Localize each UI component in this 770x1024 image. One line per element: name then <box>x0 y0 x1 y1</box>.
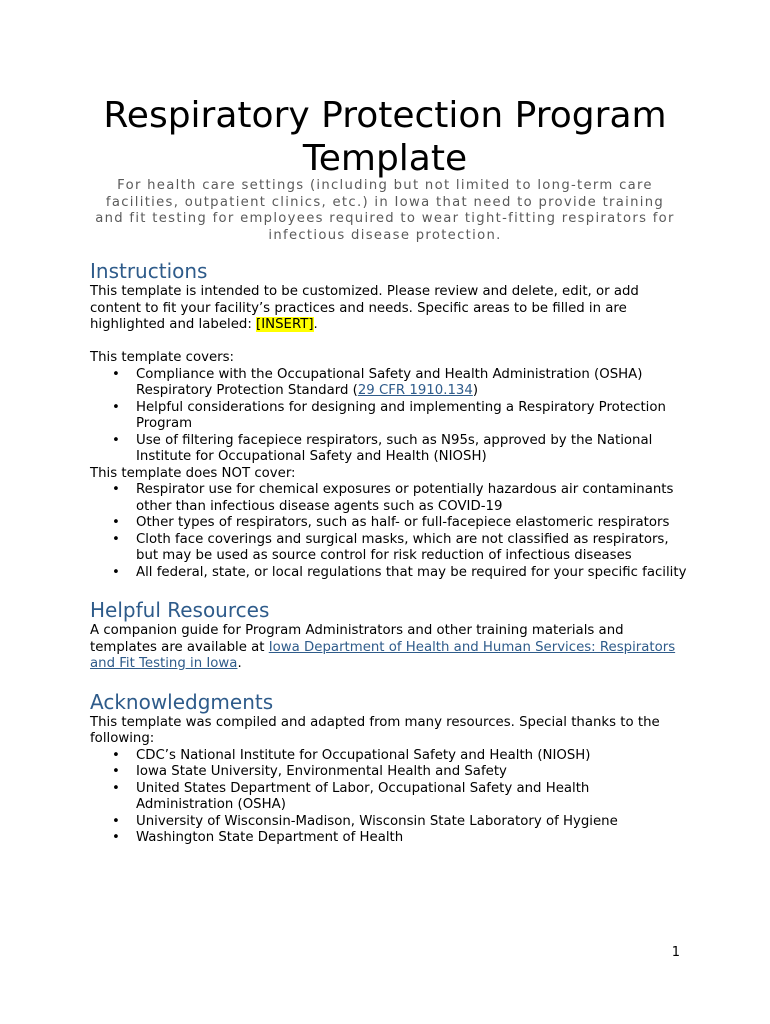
bullet-icon: • <box>112 399 120 415</box>
bullet-icon: • <box>112 747 120 763</box>
list-item <box>112 366 690 400</box>
list-item <box>112 764 690 781</box>
spacer <box>90 673 690 689</box>
acknowledgment-item-text: United States Department of Labor, Occupational Safety and Health Administration (OSHA) <box>136 780 590 812</box>
helpful-resources-text <box>90 623 690 673</box>
cfr-link[interactable]: 29 CFR 1910.134 <box>357 383 473 398</box>
not-cover-item-text: Other types of respirators, such as half- or full-facepiece elastomeric respirators <box>136 515 670 530</box>
instructions-intro <box>90 284 690 334</box>
insert-highlight: [INSERT] <box>256 317 314 332</box>
list-item <box>112 780 690 814</box>
covers-list <box>90 367 690 466</box>
document-body <box>90 258 690 847</box>
acknowledgment-item-text: Iowa State University, Environmental Health and Safety <box>136 764 507 779</box>
acknowledgment-item-text: Washington State Department of Health <box>136 830 404 845</box>
list-item <box>112 432 690 466</box>
resources-text-end: . <box>237 656 242 671</box>
bullet-icon: • <box>112 366 120 382</box>
iowa-hhs-link[interactable]: Iowa Department of Health and Human Services: Respirators and Fit Testing in Iowa <box>90 639 676 671</box>
acknowledgment-item-text: CDC’s National Institute for Occupational Safety and Health (NIOSH) <box>136 747 591 763</box>
list-item <box>112 830 690 847</box>
bullet-icon: • <box>112 531 120 547</box>
helpful-resources-heading: Helpful Resources <box>90 598 270 622</box>
bullet-icon: • <box>112 515 120 530</box>
instructions-heading: Instructions <box>90 259 208 283</box>
not-cover-item-text: All federal, state, or local regulations that may be required for your specific facility <box>136 564 687 580</box>
page-subtitle: For health care settings (including but not limited to long-term care facilities, outpatient clinics, etc.) in Iowa that need to provide training and fit testing for employees required to wear tight-fitting respirators for infectious disease protection. <box>95 178 675 243</box>
covers-item-text: Helpful considerations for designing and implementing a Respiratory Protection Program <box>136 399 666 431</box>
acknowledgment-item-text: University of Wisconsin-Madison, Wisconsin State Laboratory of Hygiene <box>136 813 618 829</box>
not-cover-item-text: Cloth face coverings and surgical masks, which are not classified as respirators, but may be used as source control for risk reduction of infectious diseases <box>136 531 669 563</box>
instructions-intro-text: This template is intended to be customized. Please review and delete, edit, or add content to fit your facility’s practices and needs. Specific areas to be filled in are highlighted and labeled: <box>90 284 639 332</box>
list-item <box>112 399 690 433</box>
bullet-icon: • <box>112 564 120 580</box>
bullet-icon: • <box>112 432 120 448</box>
acknowledgments-text: This template was compiled and adapted from many resources. Special thanks to the following: <box>90 714 660 746</box>
acknowledgments-heading: Acknowledgments <box>90 689 274 714</box>
instructions-intro-end: . <box>313 317 318 332</box>
spacer <box>90 334 690 351</box>
covers-item-end: ) <box>472 383 479 398</box>
covers-item-text: Use of filtering facepiece respirators, such as N95s, approved by the National Institute for Occupational Safety and Health (NIOSH) <box>136 432 653 464</box>
acknowledgments-list <box>90 748 690 847</box>
not-cover-heading: This template does NOT cover: <box>90 465 296 481</box>
bullet-icon: • <box>112 813 120 829</box>
list-item <box>112 747 690 765</box>
list-item <box>112 482 690 515</box>
list-item <box>112 813 690 831</box>
bullet-icon: • <box>112 482 120 497</box>
covers-heading: This template covers: <box>90 350 235 365</box>
spacer <box>90 581 690 597</box>
list-item <box>112 564 690 582</box>
bullet-icon: • <box>112 830 120 845</box>
not-cover-list <box>90 482 690 581</box>
covers-item-text: Compliance with the Occupational Safety and Health Administration (OSHA) Respiratory Protection Standard ( <box>136 366 643 398</box>
not-cover-item-text: Respirator use for chemical exposures or potentially hazardous air contaminants other than infectious disease agents such as COVID-19 <box>136 482 674 514</box>
bullet-icon: • <box>112 780 120 796</box>
list-item <box>112 531 690 565</box>
resources-text: A companion guide for Program Administrators and other training materials and templates are available at <box>90 623 624 655</box>
list-item <box>112 515 690 532</box>
bullet-icon: • <box>112 764 120 779</box>
page-number: 1 <box>671 945 680 960</box>
page-title: Respiratory Protection Program Template <box>103 95 667 179</box>
